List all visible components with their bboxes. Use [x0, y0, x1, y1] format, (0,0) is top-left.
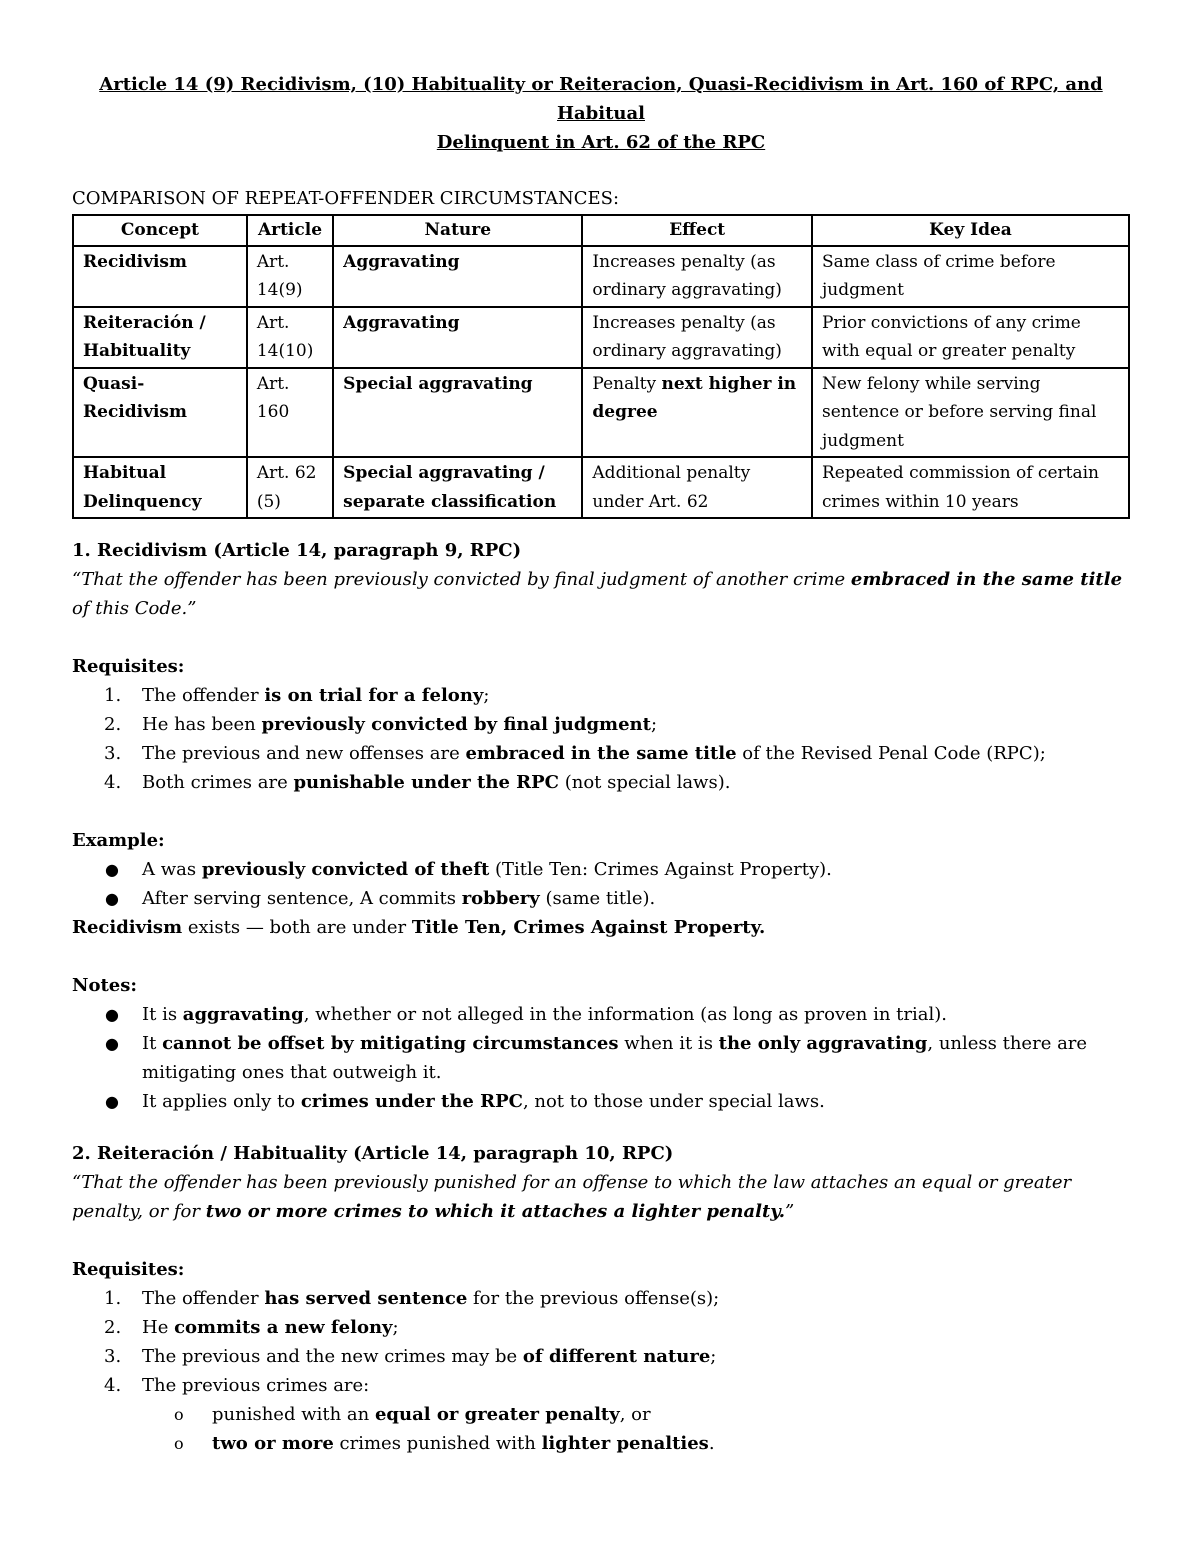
conclusion-emphasis: Title Ten, Crimes Against Property. — [411, 917, 766, 938]
list-number: 1. — [104, 1288, 122, 1309]
item-emphasis: two or more — [212, 1433, 334, 1454]
cell-effect: Additional penalty under Art. 62 — [582, 457, 812, 518]
cell-concept: Habitual Delinquency — [73, 457, 247, 518]
cell-nature: Special aggravating / separate classification — [333, 457, 582, 518]
cell-key-idea: New felony while serving sentence or before serving final judgment — [812, 368, 1129, 458]
item-text: , whether or not alleged in the information (as long as proven in trial). — [303, 1004, 947, 1025]
item-text: when it is — [618, 1033, 719, 1054]
cell-article: Art. 14(9) — [247, 246, 333, 307]
sub-list-item — [72, 1429, 1132, 1458]
list-number: 3. — [104, 743, 122, 764]
example-label: Example: — [72, 830, 165, 851]
item-text: He has been — [142, 714, 262, 735]
list-item — [72, 739, 1132, 768]
list-number: 2. — [104, 1317, 122, 1338]
cell-concept: Reiteración / Habituality — [73, 307, 247, 368]
item-emphasis: lighter penalties — [541, 1433, 709, 1454]
section-heading: 2. Reiteración / Habituality (Article 14, paragraph 10, RPC) — [72, 1143, 674, 1164]
cell-concept: Recidivism — [73, 246, 247, 307]
item-emphasis: embraced in the same title — [465, 743, 737, 764]
item-text: of the Revised Penal Code (RPC); — [736, 743, 1046, 764]
quote-text: “That the offender has been previously convicted by final judgment of another crime — [72, 569, 851, 590]
table-row — [73, 368, 1129, 458]
cell-effect: Increases penalty (as ordinary aggravating) — [582, 246, 812, 307]
cell-nature: Special aggravating — [333, 368, 582, 458]
quote-text: “That the offender has been previously punished for an offense to which the law attaches an equal or greater penalty, or for — [72, 1172, 1072, 1222]
item-emphasis: previously convicted of theft — [201, 859, 490, 880]
example-list — [72, 855, 1132, 913]
comparison-table — [72, 214, 1130, 519]
section-heading: 1. Recidivism (Article 14, paragraph 9, RPC) — [72, 540, 522, 561]
list-number: 1. — [104, 685, 122, 706]
requisites-label: Requisites: — [72, 656, 185, 677]
bullet-icon: ● — [105, 1034, 119, 1053]
list-item — [72, 1087, 1132, 1116]
list-item — [72, 768, 1132, 797]
sub-list — [72, 1400, 1132, 1458]
cell-key-idea: Prior convictions of any crime with equal or greater penalty — [812, 307, 1129, 368]
table-row — [73, 307, 1129, 368]
item-text: Both crimes are — [142, 772, 294, 793]
list-number: 4. — [104, 772, 122, 793]
conclusion-text: exists — both are under — [182, 917, 412, 938]
item-text: , not to those under special laws. — [522, 1091, 825, 1112]
item-text: (same title). — [539, 888, 656, 909]
comparison-label: COMPARISON OF REPEAT-OFFENDER CIRCUMSTANCES: — [72, 188, 620, 209]
cell-effect — [582, 368, 812, 458]
cell-article: Art. 62 (5) — [247, 457, 333, 518]
list-item — [72, 681, 1132, 710]
legal-quote — [72, 1168, 1132, 1226]
item-text: After serving sentence, A commits — [142, 888, 462, 909]
item-text: He — [142, 1317, 175, 1338]
bullet-icon: ● — [105, 1005, 119, 1024]
item-text: The previous crimes are: — [142, 1375, 370, 1396]
quote-emphasis: embraced in the same title — [850, 569, 1123, 590]
item-text: , unless there are mitigating ones that outweigh it. — [142, 1033, 1088, 1083]
item-emphasis: aggravating — [182, 1004, 304, 1025]
header-article: Article — [247, 215, 333, 246]
quote-emphasis: two or more crimes to which it attaches a lighter penalty. — [205, 1201, 785, 1222]
effect-emphasis: next higher in degree — [592, 373, 797, 422]
item-text: ; — [483, 685, 490, 706]
item-text: The offender — [142, 1288, 265, 1309]
table-row — [73, 246, 1129, 307]
item-emphasis: has served sentence — [264, 1288, 468, 1309]
item-emphasis: punishable under the RPC — [293, 772, 559, 793]
list-item — [72, 1313, 1132, 1342]
conclusion-emphasis: Recidivism — [72, 917, 183, 938]
notes-label: Notes: — [72, 975, 138, 996]
item-text: The previous and new offenses are — [142, 743, 466, 764]
item-text: The previous and the new crimes may be — [142, 1346, 523, 1367]
requisites-list — [72, 681, 1132, 797]
table-row — [73, 457, 1129, 518]
cell-nature: Aggravating — [333, 246, 582, 307]
bullet-icon: ● — [105, 860, 119, 879]
item-emphasis: is on trial for a felony — [264, 685, 484, 706]
list-item — [72, 884, 1132, 913]
bullet-icon: ● — [105, 1092, 119, 1111]
cell-key-idea: Same class of crime before judgment — [812, 246, 1129, 307]
quote-text: of this Code.” — [72, 598, 197, 619]
cell-concept: Quasi-Recidivism — [73, 368, 247, 458]
item-text: , or — [619, 1404, 651, 1425]
legal-quote — [72, 565, 1132, 623]
item-text: ; — [392, 1317, 399, 1338]
bullet-icon: ● — [105, 889, 119, 908]
item-text: It applies only to — [142, 1091, 301, 1112]
item-text: crimes punished with — [333, 1433, 542, 1454]
item-emphasis: the only aggravating — [718, 1033, 928, 1054]
list-item — [72, 1000, 1132, 1029]
list-item — [72, 1371, 1132, 1400]
effect-text: Penalty — [592, 373, 662, 394]
item-text: (Title Ten: Crimes Against Property). — [489, 859, 832, 880]
item-text: It is — [142, 1004, 183, 1025]
header-nature: Nature — [333, 215, 582, 246]
header-effect: Effect — [582, 215, 812, 246]
quote-text: ” — [784, 1201, 795, 1222]
list-item — [72, 855, 1132, 884]
item-emphasis: crimes under the RPC — [300, 1091, 523, 1112]
item-text: It — [142, 1033, 163, 1054]
document-title — [72, 70, 1130, 157]
cell-effect: Increases penalty (as ordinary aggravating) — [582, 307, 812, 368]
item-emphasis: previously convicted by final judgment — [261, 714, 651, 735]
item-text: punished with an — [212, 1404, 375, 1425]
item-emphasis: commits a new felony — [174, 1317, 393, 1338]
header-concept: Concept — [73, 215, 247, 246]
cell-nature: Aggravating — [333, 307, 582, 368]
notes-list — [72, 1000, 1132, 1116]
list-number: 4. — [104, 1375, 122, 1396]
title-line-2: Delinquent in Art. 62 of the RPC — [436, 132, 766, 153]
sub-list-item — [72, 1400, 1132, 1429]
list-item — [72, 1342, 1132, 1371]
header-key-idea: Key Idea — [812, 215, 1129, 246]
item-emphasis: robbery — [461, 888, 540, 909]
item-text: . — [708, 1433, 715, 1454]
item-emphasis: cannot be offset by mitigating circumstances — [162, 1033, 619, 1054]
cell-key-idea: Repeated commission of certain crimes within 10 years — [812, 457, 1129, 518]
requisites-label: Requisites: — [72, 1259, 185, 1280]
item-text: ; — [710, 1346, 717, 1367]
item-text: ; — [650, 714, 658, 735]
item-text: The offender — [142, 685, 265, 706]
item-text: A was — [142, 859, 202, 880]
example-conclusion — [72, 913, 1132, 942]
list-number: 2. — [104, 714, 122, 735]
list-number: 3. — [104, 1346, 122, 1367]
circle-bullet-icon: o — [174, 1405, 184, 1424]
list-item — [72, 710, 1132, 739]
title-line-1: Article 14 (9) Recidivism, (10) Habituality or Reiteracion, Quasi-Recidivism in Art. 160 of RPC, and Habitual — [99, 74, 1103, 124]
list-item — [72, 1029, 1132, 1087]
cell-article: Art. 160 — [247, 368, 333, 458]
table-header-row — [73, 215, 1129, 246]
item-emphasis: equal or greater penalty — [374, 1404, 620, 1425]
item-text: for the previous offense(s); — [467, 1288, 720, 1309]
item-emphasis: of different nature — [522, 1346, 711, 1367]
cell-article: Art. 14(10) — [247, 307, 333, 368]
section-reiteracion — [72, 1139, 1132, 1458]
list-item — [72, 1284, 1132, 1313]
circle-bullet-icon: o — [174, 1434, 184, 1453]
requisites-list — [72, 1284, 1132, 1400]
section-recidivism — [72, 536, 1132, 1116]
item-text: (not special laws). — [558, 772, 731, 793]
